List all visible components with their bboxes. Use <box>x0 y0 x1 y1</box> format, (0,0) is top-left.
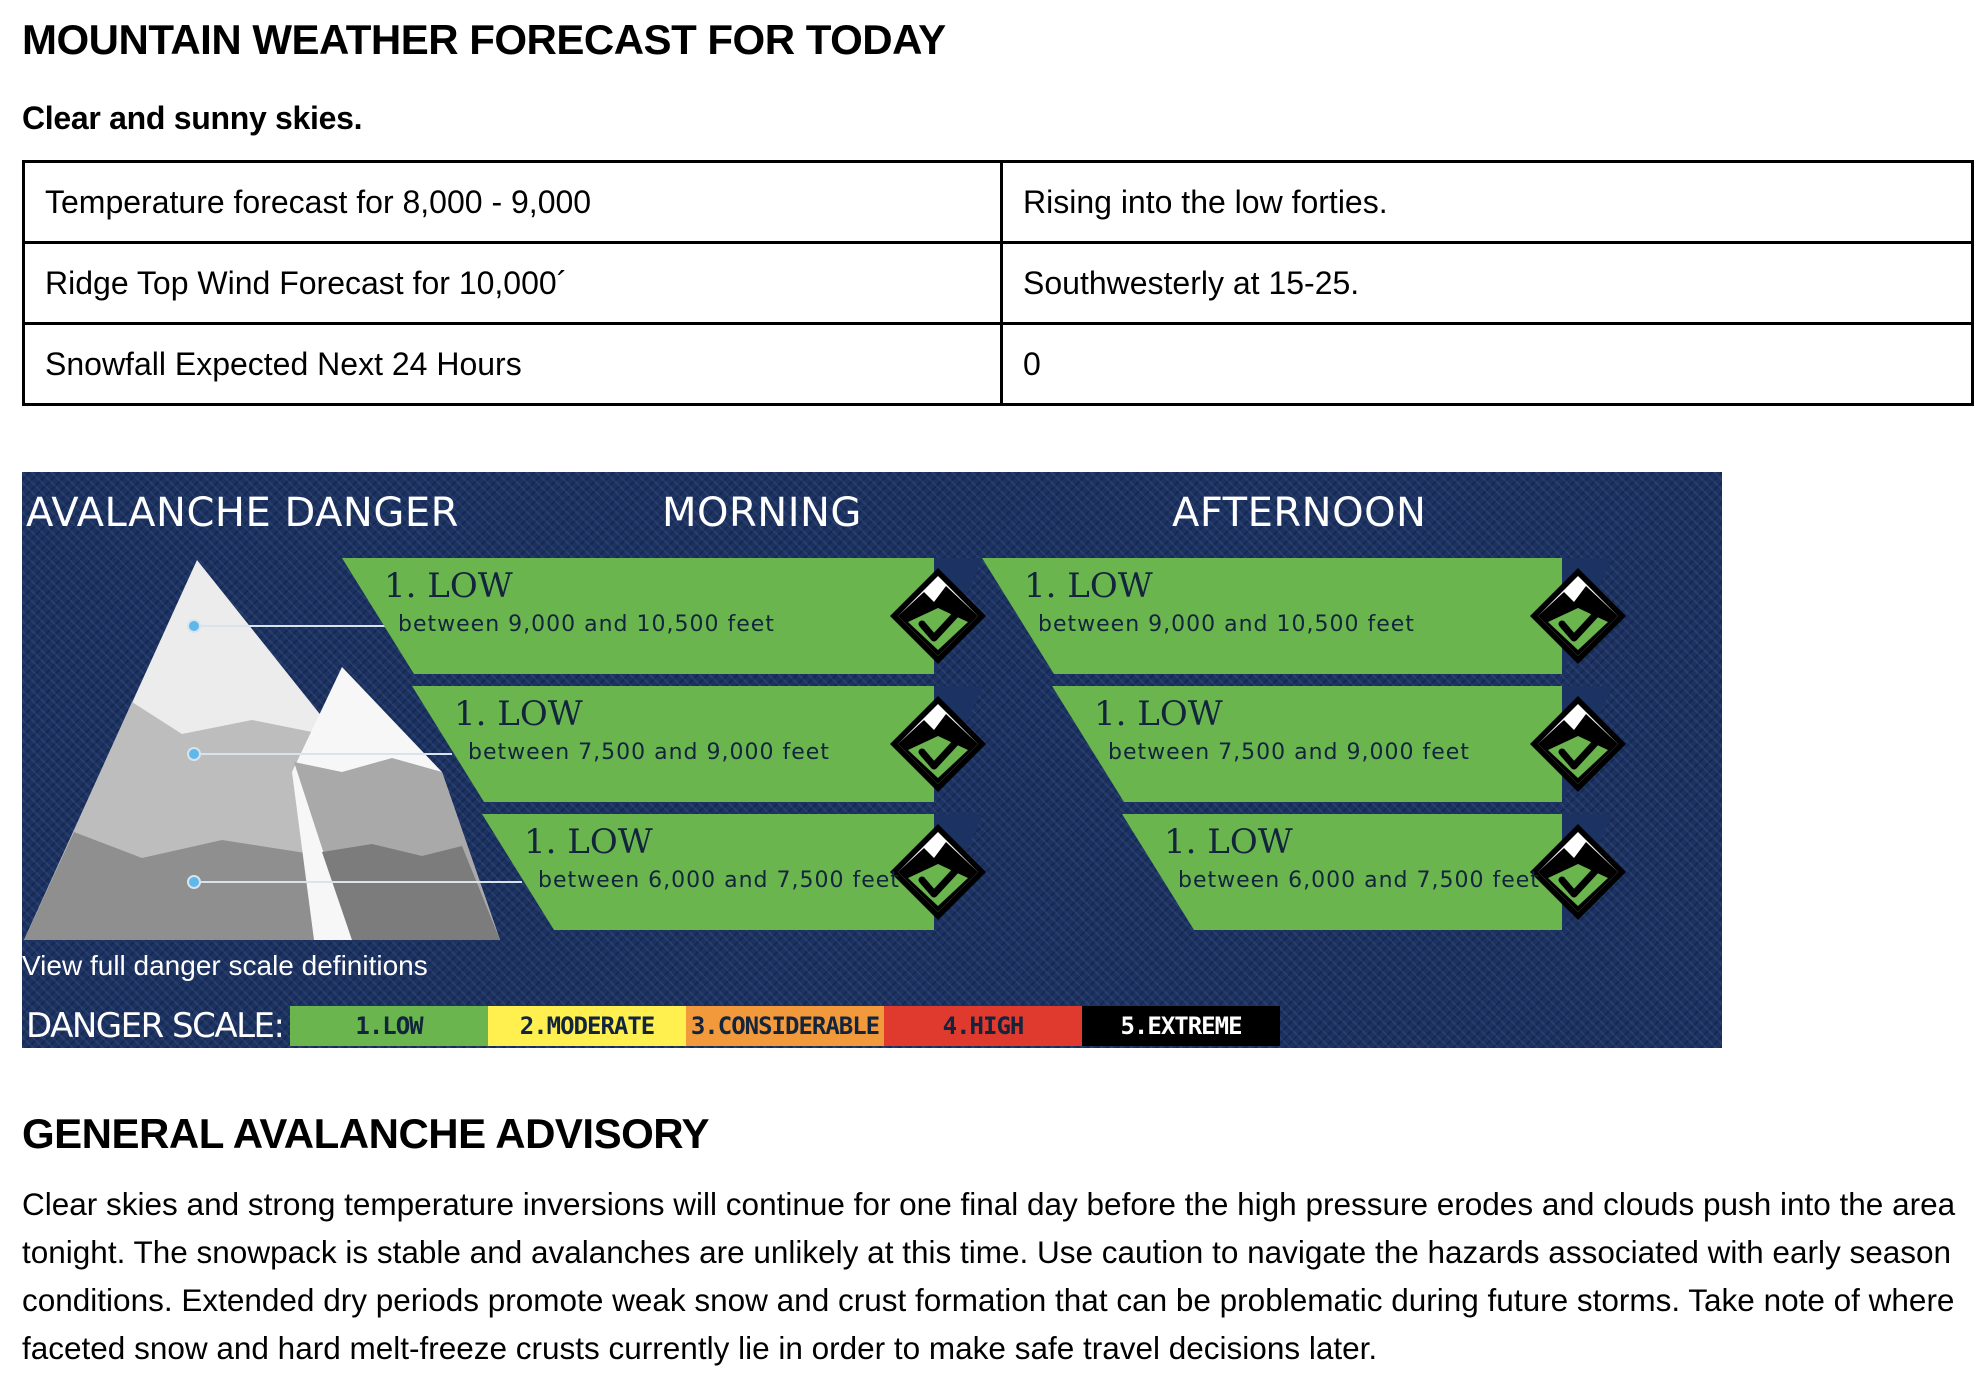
table-cell-label: Snowfall Expected Next 24 Hours <box>24 324 1002 405</box>
danger-level: 1. LOW <box>524 822 653 862</box>
elevation-range: between 7,500 and 9,000 feet <box>468 740 830 765</box>
afternoon-band-high-text <box>1024 566 1415 637</box>
morning-header: MORNING <box>662 490 862 536</box>
afternoon-header: AFTERNOON <box>1172 490 1427 536</box>
morning-band-mid-text <box>454 694 830 765</box>
danger-scale-extreme: 5.EXTREME <box>1082 1006 1280 1046</box>
danger-scale-considerable: 3.CONSIDERABLE <box>686 1006 884 1046</box>
elevation-range: between 7,500 and 9,000 feet <box>1108 740 1470 765</box>
table-cell-value: Southwesterly at 15-25. <box>1002 243 1973 324</box>
afternoon-band-mid-text <box>1094 694 1470 765</box>
avalanche-danger-graphic <box>22 472 1722 1048</box>
danger-scale-low: 1.LOW <box>290 1006 488 1046</box>
elevation-range: between 6,000 and 7,500 feet <box>1178 868 1540 893</box>
danger-scale-moderate: 2.MODERATE <box>488 1006 686 1046</box>
avalanche-danger-title: AVALANCHE DANGER <box>26 490 459 536</box>
table-cell-value: Rising into the low forties. <box>1002 162 1973 243</box>
danger-level: 1. LOW <box>454 694 583 734</box>
table-cell-value: 0 <box>1002 324 1973 405</box>
morning-band-low-text <box>524 822 900 893</box>
danger-level: 1. LOW <box>384 566 513 606</box>
table-cell-label: Temperature forecast for 8,000 - 9,000 <box>24 162 1002 243</box>
advisory-text: Clear skies and strong temperature inversions will continue for one final day before the high pressure erodes and clouds push into the area tonight. The snowpack is stable and avalanches are unlikely at this time. Use caution to navigate the hazards associated with early season conditions. Extended dry periods promote weak snow and crust formation that can be problematic during future storms. Take note of where faceted snow and hard melt-freeze crusts currently lie in order to make safe travel decisions later. <box>22 1186 1956 1366</box>
morning-band-high-text <box>384 566 775 637</box>
danger-scale <box>290 1006 1280 1046</box>
table-row <box>24 162 1973 243</box>
danger-level: 1. LOW <box>1024 566 1153 606</box>
table-row <box>24 243 1973 324</box>
table-row <box>24 324 1973 405</box>
weather-title: MOUNTAIN WEATHER FORECAST FOR TODAY <box>22 16 946 63</box>
danger-scale-label: DANGER SCALE: <box>26 1006 284 1046</box>
elevation-range: between 9,000 and 10,500 feet <box>1038 612 1415 637</box>
danger-scale-high: 4.HIGH <box>884 1006 1082 1046</box>
danger-level: 1. LOW <box>1164 822 1293 862</box>
table-cell-label: Ridge Top Wind Forecast for 10,000´ <box>24 243 1002 324</box>
weather-summary: Clear and sunny skies. <box>22 100 363 136</box>
elevation-range: between 9,000 and 10,500 feet <box>398 612 775 637</box>
elevation-range: between 6,000 and 7,500 feet <box>538 868 900 893</box>
danger-scale-definitions-link[interactable]: View full danger scale definitions <box>22 950 428 981</box>
weather-table <box>22 160 1974 406</box>
advisory-title: GENERAL AVALANCHE ADVISORY <box>22 1110 710 1157</box>
afternoon-band-low-text <box>1164 822 1540 893</box>
danger-level: 1. LOW <box>1094 694 1223 734</box>
